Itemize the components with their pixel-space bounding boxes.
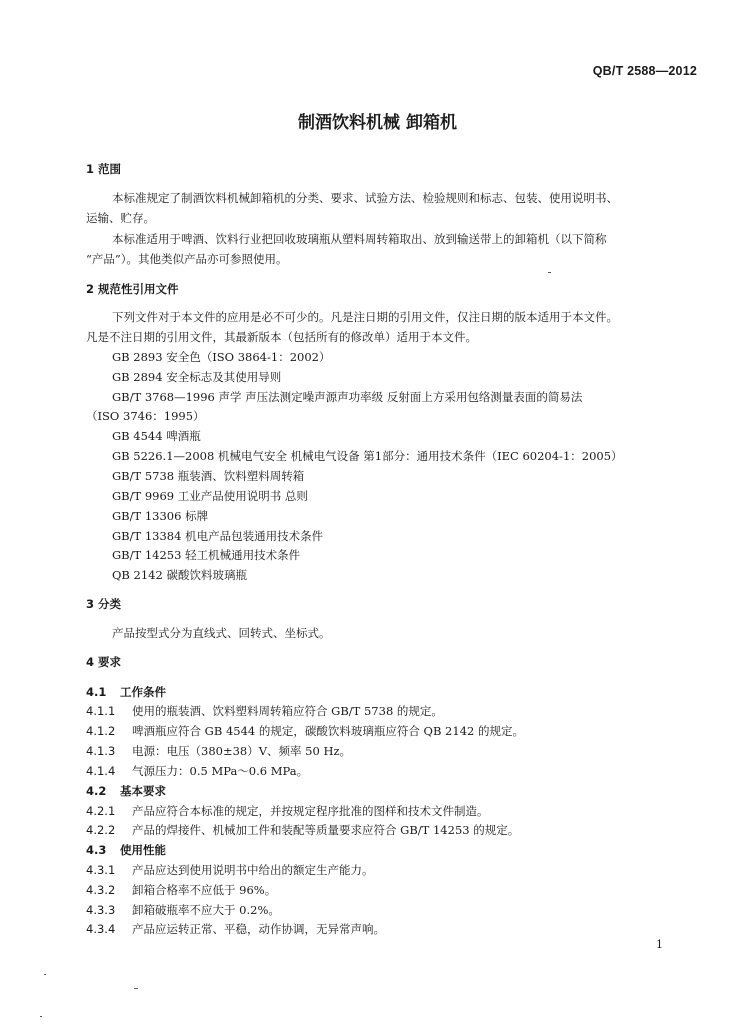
ref-item: GB/T 9969 工业产品使用说明书 总则 [112, 489, 308, 503]
document-title: 制酒饮料机械 卸箱机 [298, 113, 457, 133]
clause-number: 4.2 [86, 784, 107, 798]
clause-4-3-2 [86, 882, 276, 898]
clause-4-3-3 [86, 902, 280, 918]
section-1-heading: 1 范围 [86, 162, 122, 176]
page-number: 1 [656, 938, 663, 951]
clause-4-2-2 [86, 822, 519, 838]
section-2-para-line-1: 下列文件对于本文件的应用是必不可少的。凡是注日期的引用文件，仅注日期的版本适用于本文件。 [112, 310, 618, 324]
scan-speck [44, 974, 46, 975]
section-3-para: 产品按型式分为直线式、回转式、坐标式。 [112, 626, 331, 640]
section-1-para-1-line-2: 运输、贮存。 [86, 211, 155, 225]
section-1-para-2-line-2: “产品”）。其他类似产品亦可参照使用。 [86, 252, 288, 266]
clause-title: 工作条件 [120, 685, 166, 699]
clause-4-1-4 [86, 763, 308, 779]
clause-text: 啤酒瓶应符合 GB 4544 的规定，碳酸饮料玻璃瓶应符合 QB 2142 的规定。 [132, 724, 524, 738]
ref-item: GB/T 13306 标牌 [112, 509, 209, 523]
clause-4-3-4 [86, 921, 385, 937]
ref-item: GB/T 3768—1996 声学 声压法测定噪声源声功率级 反射面上方采用包络测量表面的简易法 [112, 390, 583, 404]
clause-number: 4.1.1 [86, 704, 116, 718]
ref-item: GB 2893 安全色（ISO 3864-1：2002） [112, 350, 331, 364]
ref-item: GB 5226.1—2008 机械电气安全 机械电气设备 第1部分：通用技术条件（IEC 60204-1：2005） [112, 449, 623, 463]
clause-number: 4.3.2 [86, 883, 116, 897]
ref-item: QB 2142 碳酸饮料玻璃瓶 [112, 568, 247, 582]
clause-text: 卸箱破瓶率不应大于 0.2%。 [132, 903, 280, 917]
clause-4-3-1 [86, 862, 374, 878]
clause-text: 使用的瓶装酒、饮料塑料周转箱应符合 GB/T 5738 的规定。 [132, 704, 443, 718]
scan-speck [40, 1016, 42, 1017]
clause-number: 4.3.4 [86, 922, 116, 936]
clause-4-2-1 [86, 803, 489, 819]
section-1-para-1-line-1: 本标准规定了制酒饮料机械卸箱机的分类、要求、试验方法、检验规则和标志、包装、使用说明书、 [112, 191, 618, 205]
clause-4-1-1 [86, 703, 443, 719]
clause-text: 电源：电压（380±38）V、频率 50 Hz。 [132, 744, 352, 758]
clause-4-2 [86, 783, 166, 799]
clause-text: 产品的焊接件、机械加工件和装配等质量要求应符合 GB/T 14253 的规定。 [132, 823, 520, 837]
ref-item: GB/T 5738 瓶装酒、饮料塑料周转箱 [112, 469, 305, 483]
ref-item: GB/T 14253 轻工机械通用技术条件 [112, 548, 301, 562]
clause-4-1-3 [86, 743, 351, 759]
clause-text: 气源压力：0.5 MPa～0.6 MPa。 [132, 764, 309, 778]
clause-number: 4.3.3 [86, 903, 116, 917]
section-4-heading: 4 要求 [86, 655, 122, 669]
ref-item: GB 2894 安全标志及其使用导则 [112, 370, 282, 384]
clause-4-1-2 [86, 723, 524, 739]
clause-number: 4.1.2 [86, 724, 116, 738]
clause-text: 卸箱合格率不应低于 96%。 [132, 883, 277, 897]
clause-text: 产品应符合本标准的规定，并按规定程序批准的图样和技术文件制造。 [132, 804, 489, 818]
clause-number: 4.2.2 [86, 823, 116, 837]
clause-title: 使用性能 [120, 843, 166, 857]
clause-text: 产品应运转正常、平稳，动作协调，无异常声响。 [132, 922, 385, 936]
ref-item: GB 4544 啤酒瓶 [112, 429, 201, 443]
section-2-heading: 2 规范性引用文件 [86, 282, 179, 296]
section-2-para-line-2: 凡是不注日期的引用文件，其最新版本（包括所有的修改单）适用于本文件。 [86, 330, 477, 344]
clause-number: 4.1.3 [86, 744, 116, 758]
clause-number: 4.1 [86, 685, 107, 699]
clause-4-1 [86, 684, 166, 700]
clause-4-3 [86, 842, 166, 858]
standard-code: QB/T 2588—2012 [592, 64, 697, 78]
clause-number: 4.3 [86, 843, 107, 857]
clause-number: 4.3.1 [86, 863, 116, 877]
ref-item-continuation: （ISO 3746：1995） [86, 409, 205, 423]
clause-number: 4.1.4 [86, 764, 116, 778]
section-3-heading: 3 分类 [86, 597, 122, 611]
scan-speck [548, 272, 551, 273]
section-1-para-2-line-1: 本标准适用于啤酒、饮料行业把回收玻璃瓶从塑料周转箱取出、放到输送带上的卸箱机（以下简称 [112, 232, 607, 246]
clause-title: 基本要求 [120, 784, 166, 798]
clause-number: 4.2.1 [86, 804, 116, 818]
scan-speck [134, 988, 138, 989]
ref-item: GB/T 13384 机电产品包装通用技术条件 [112, 529, 324, 543]
clause-text: 产品应达到使用说明书中给出的额定生产能力。 [132, 863, 374, 877]
